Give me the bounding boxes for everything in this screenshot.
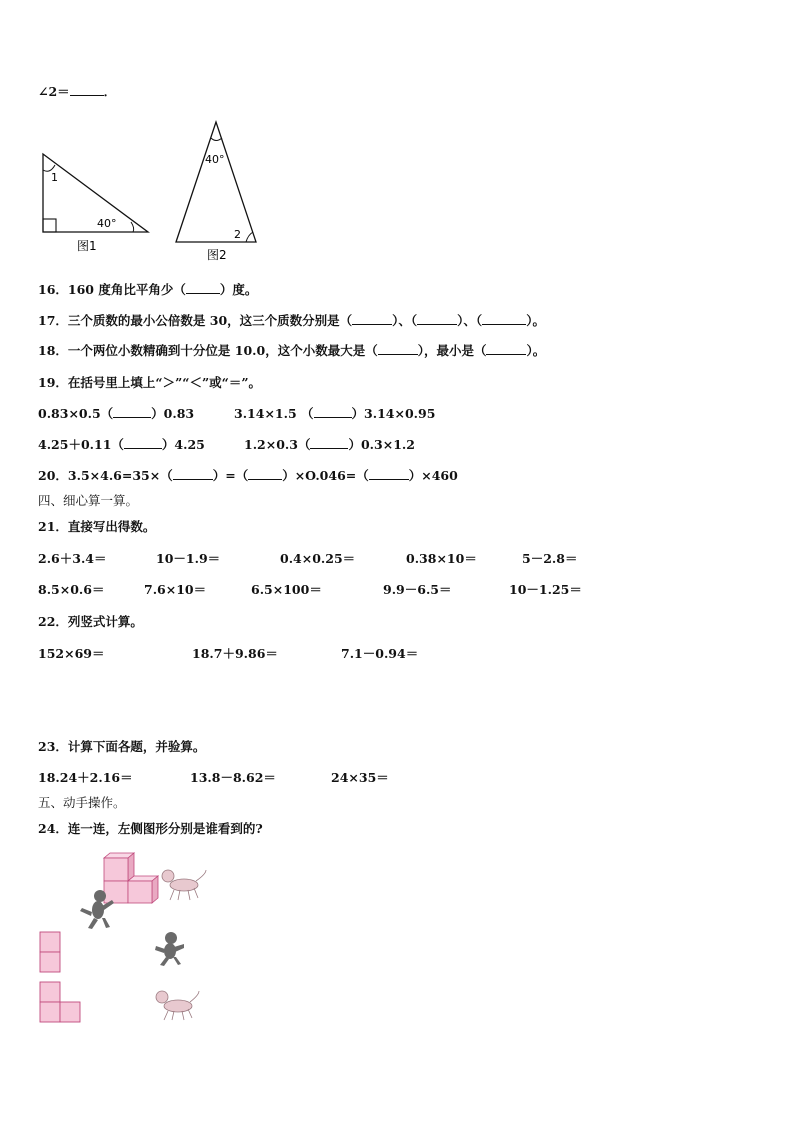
q21-r1-c4: 0.38×10＝ xyxy=(406,551,477,566)
cube-stack-3d xyxy=(104,853,158,903)
question-22: 22．列竖式计算。 xyxy=(38,614,143,629)
q21-r2-c4: 9.9－6.5＝ xyxy=(383,582,452,597)
q21-r1-c2: 10－1.9＝ xyxy=(156,551,221,566)
q19-item-2: 3.14×1.5 （ ）3.14×0.95 xyxy=(234,406,436,421)
angle-2-label: 2 xyxy=(234,228,241,241)
question-17: 17．三个质数的最小公倍数是 30，这三个质数分别是（ ）、（ ）、（ ）。 xyxy=(38,313,545,328)
q23-item-3: 24×35＝ xyxy=(331,770,389,785)
q21-r1-c1: 2.6＋3.4＝ xyxy=(38,551,107,566)
right-angle-mark xyxy=(43,219,56,232)
triangle-figures xyxy=(36,118,276,268)
answer-blank[interactable] xyxy=(482,313,526,325)
q15-tail: ∠2＝ ． xyxy=(38,84,117,99)
answer-blank[interactable] xyxy=(369,468,409,480)
right-triangle-fig1 xyxy=(43,154,148,232)
angle-40-label-fig1: 40° xyxy=(97,217,117,230)
q22-item-3: 7.1－0.94＝ xyxy=(341,646,419,661)
q21-r2-c5: 10－1.25＝ xyxy=(509,582,582,597)
answer-blank[interactable] xyxy=(417,313,457,325)
answer-blank[interactable] xyxy=(124,437,162,449)
answer-blank[interactable] xyxy=(378,343,418,355)
q21-r2-c3: 6.5×100＝ xyxy=(251,582,322,597)
q19-item-3: 4.25＋0.11（ ）4.25 xyxy=(38,437,205,452)
question-21: 21．直接写出得数。 xyxy=(38,519,156,534)
monkey-icon xyxy=(155,932,184,966)
angle-arc-2 xyxy=(246,232,253,242)
q21-r2-c2: 7.6×10＝ xyxy=(144,582,207,597)
answer-blank[interactable] xyxy=(248,468,282,480)
q23-item-2: 13.8－8.62＝ xyxy=(190,770,276,785)
view-shape-b xyxy=(40,982,80,1022)
q19-item-4: 1.2×0.3（ ）0.3×1.2 xyxy=(244,437,415,452)
q24-illustration xyxy=(36,848,226,1028)
angle-arc-40-fig1 xyxy=(131,222,134,232)
answer-blank[interactable] xyxy=(113,406,151,418)
view-shape-a xyxy=(40,932,60,972)
figure1-caption: 图1 xyxy=(77,239,97,253)
answer-blank[interactable] xyxy=(70,84,104,96)
answer-blank[interactable] xyxy=(486,343,526,355)
q23-item-1: 18.24＋2.16＝ xyxy=(38,770,133,785)
section-4-heading: 四、细心算一算。 xyxy=(38,493,139,508)
answer-blank[interactable] xyxy=(173,468,213,480)
question-24: 24．连一连，左侧图形分别是谁看到的? xyxy=(38,821,263,836)
angle-1-label: 1 xyxy=(51,171,58,184)
answer-blank[interactable] xyxy=(314,406,352,418)
question-20: 20．3.5×4.6=35×（ ）=（ ）×O.046=（ ）×460 xyxy=(38,468,458,483)
question-19: 19．在括号里上填上“＞”“＜”或“＝”。 xyxy=(38,375,262,390)
dog-icon xyxy=(162,870,206,900)
q21-r1-c3: 0.4×0.25＝ xyxy=(280,551,356,566)
question-16: 16．160 度角比平角少（ ）度。 xyxy=(38,282,258,297)
q21-r2-c1: 8.5×0.6＝ xyxy=(38,582,105,597)
section-5-heading: 五、动手操作。 xyxy=(38,795,126,810)
angle-40-label-fig2: 40° xyxy=(205,153,225,166)
q19-item-1: 0.83×0.5（ ）0.83 xyxy=(38,406,195,421)
q22-item-2: 18.7＋9.86＝ xyxy=(192,646,278,661)
answer-blank[interactable] xyxy=(186,282,220,294)
question-23: 23．计算下面各题，并验算。 xyxy=(38,739,206,754)
dog-icon xyxy=(156,991,199,1020)
q22-item-1: 152×69＝ xyxy=(38,646,105,661)
angle-arc-40-fig2 xyxy=(211,138,222,141)
question-18: 18．一个两位小数精确到十分位是 10.0，这个小数最大是（ ），最小是（ ）。 xyxy=(38,343,546,358)
answer-blank[interactable] xyxy=(310,437,348,449)
q21-r1-c5: 5－2.8＝ xyxy=(522,551,578,566)
answer-blank[interactable] xyxy=(352,313,392,325)
figure2-caption: 图2 xyxy=(207,248,227,262)
